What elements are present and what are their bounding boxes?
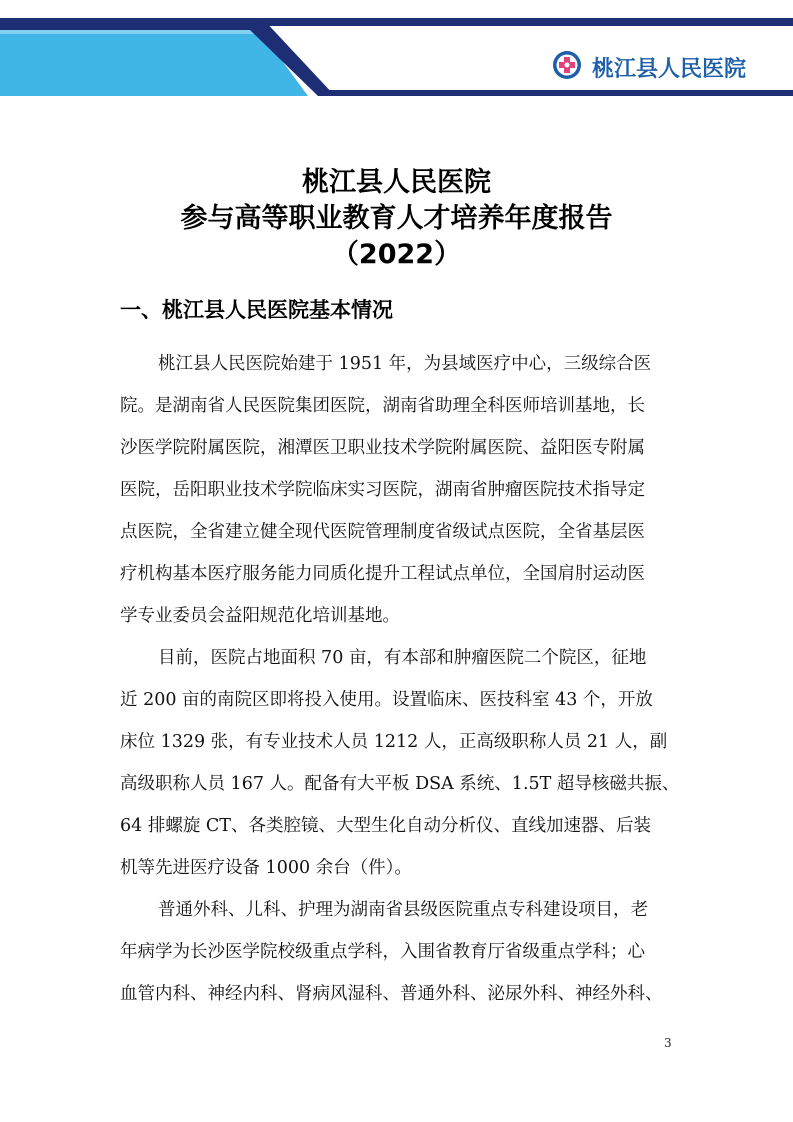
- paragraph-3-line-1: 普通外科、儿科、护理为湖南省县级医院重点专科建设项目，老: [158, 900, 648, 920]
- paragraph-1-line-7: 学专业委员会益阳规范化培训基地。: [120, 606, 400, 626]
- header-hospital-name: 桃江县人民医院: [592, 57, 747, 82]
- paragraph-2-line-6: 机等先进医疗设备 1000 余台（件）。: [120, 858, 412, 878]
- paragraph-2-line-3: 床位 1329 张，有专业技术人员 1212 人，正高级职称人员 21 人，副: [120, 732, 668, 752]
- hospital-logo-icon: [552, 50, 582, 80]
- report-title-line-2: 参与高等职业教育人才培养年度报告: [180, 203, 613, 234]
- paragraph-1-line-6: 疗机构基本医疗服务能力同质化提升工程试点单位，全国肩肘运动医: [120, 564, 645, 584]
- header-decoration: [0, 0, 793, 100]
- paragraph-2-line-1: 目前，医院占地面积 70 亩，有本部和肿瘤医院二个院区，征地: [158, 648, 647, 668]
- report-title-line-1: 桃江县人民医院: [302, 167, 491, 198]
- paragraph-1-line-1: 桃江县人民医院始建于 1951 年，为县域医疗中心，三级综合医: [158, 354, 652, 374]
- report-title-year: （2022）: [331, 239, 462, 270]
- paragraph-2-line-2: 近 200 亩的南院区即将投入使用。设置临床、医技科室 43 个，开放: [120, 690, 653, 710]
- page-number: 3: [664, 1036, 672, 1050]
- section-heading: 一、桃江县人民医院基本情况: [120, 298, 393, 322]
- paragraph-3-line-2: 年病学为长沙医学院校级重点学科，入围省教育厅省级重点学科；心: [120, 942, 645, 962]
- paragraph-1-line-2: 院。是湖南省人民医院集团医院，湖南省助理全科医师培训基地，长: [120, 396, 645, 416]
- paragraph-3-line-3: 血管内科、神经内科、肾病风湿科、普通外科、泌尿外科、神经外科、: [120, 984, 663, 1004]
- paragraph-1-line-5: 点医院，全省建立健全现代医院管理制度省级试点医院，全省基层医: [120, 522, 645, 542]
- paragraph-2-line-4: 高级职称人员 167 人。配备有大平板 DSA 系统、1.5T 超导核磁共振、: [120, 774, 680, 794]
- paragraph-1-line-3: 沙医学院附属医院，湘潭医卫职业技术学院附属医院、益阳医专附属: [120, 438, 645, 458]
- paragraph-2-line-5: 64 排螺旋 CT、各类腔镜、大型生化自动分析仪、直线加速器、后装: [120, 816, 651, 836]
- paragraph-1-line-4: 医院，岳阳职业技术学院临床实习医院，湖南省肿瘤医院技术指导定: [120, 480, 645, 500]
